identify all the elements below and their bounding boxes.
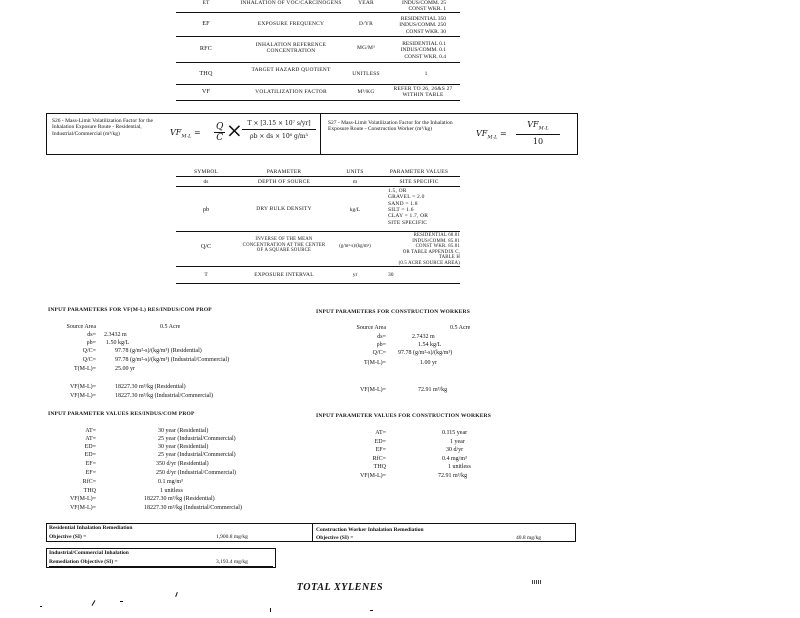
field-label: Source Area [66,324,96,330]
field-value: 1.00 yr [420,360,437,366]
field-value: 72.91 m³/kg [438,473,468,479]
field-label: VF(M-L)= [69,384,96,390]
value-line: RESIDENTIAL 350 [400,16,446,22]
formula-units-den: g/m³ [293,133,308,140]
formula-s26-caption: S26 - Mass-Limit Volatilization Factor for the Inhalation Exposure Route - Residential, Industrial/Commercial (m³/kg) [52,118,153,137]
field-value: 18227.30 m³/kg (Residential) [115,384,186,390]
result-title: Residential Inhalation Remediation [49,525,133,531]
field-value: 350 d/yr (Residential) [156,461,209,467]
parameter-cell: INHALATION OF VOC/CARCINOGENS [240,0,342,6]
field-label: ds= [87,332,96,338]
formula-lhs: VF [170,128,182,137]
symbol-cell: RFC [199,45,213,52]
symbol-cell: EF [202,20,210,27]
field-value: 0.115 year [442,430,468,436]
field-label: EF= [375,447,386,453]
column-header: PARAMETER VALUES [389,169,449,175]
result-value: 40.8 mg/kg [516,535,542,541]
formula-subscript: M-L [487,134,498,141]
formula-numerator: VF [527,120,539,129]
value-line: GRAVEL = 2.0 [388,194,425,201]
value-line: RESIDENTIAL 0.1 [402,41,446,47]
result-value: 1,900.8 mg/kg [216,534,248,540]
formula-lhs: VF [476,129,488,138]
field-value: 18227.30 m³/kg (Residential) [144,496,215,502]
result-label: Objective (SI) = [316,535,354,541]
formula-den: ρb × ds × 10⁶ [250,133,293,140]
field-value: 72.91 m³/kg [418,387,448,393]
field-value: 1.50 kg/L [106,340,130,346]
units-cell: yr [352,272,358,278]
field-label: RfC= [372,456,386,462]
formula-const: 3.15 × 10⁷ [262,120,295,127]
units-cell: (g/m²·s)/(kg/m³) [339,244,371,249]
field-label: ds= [377,334,386,340]
formula-q: Q [216,122,224,132]
units-cell: D/YR [359,21,373,27]
field-value: 1 unitless [448,464,471,470]
value-line: INDUS/COMM. 85.81 [412,238,460,244]
value-line: REFER TO 26, 26&S 27 [393,86,453,92]
field-value: 30 year (Residential) [158,444,209,450]
field-label: ED= [84,444,96,450]
field-label: ρb= [376,342,386,348]
field-value: 25 year (Industrial/Commercial) [158,436,236,442]
value-line: CLAY = 1.7, OR [388,213,429,220]
result-label: Objective (SI) = [49,534,87,540]
result-label: Remediation Objective (SI) = [49,559,118,565]
field-label: T(M-L)= [363,360,386,366]
result-title: Construction Worker Inhalation Remediation [316,527,424,533]
field-label: VF(M-L)= [359,387,386,393]
units-cell: kg/L [349,207,361,213]
result-value: 3,193.4 mg/kg [216,559,248,565]
field-label: Q/C= [82,348,96,354]
value-line: SITE SPECIFIC [399,179,439,185]
value-line: CONST WKR. 1 [408,6,446,13]
parameter-cell: TARGET HAZARD QUOTIENT [251,67,331,73]
units-cell: M³/KG [357,89,375,95]
value-line: CONST WKR. 0.4 [404,53,446,60]
parameter-cell: DEPTH OF SOURCE [257,179,311,185]
value-line: CONST WKR. 30 [405,28,446,35]
parameter-cell: EXPOSURE INTERVAL [254,272,314,278]
symbol-cell: T [204,272,208,278]
formula-s27: $VF_{M-L}$ = $VF_{M-L}$ 10 [476,120,566,150]
value-line: INDUS/COMM. 25 [401,0,446,6]
field-value: 30 year (Residential) [158,428,209,434]
section-heading: INPUT PARAMETER VALUES RES/INDUS/COM PROP [48,411,195,417]
symbol-cell: ET [202,0,210,6]
field-label: EF= [85,470,96,476]
value-line: SILT = 1.6 [388,206,414,213]
field-label: ρb= [86,340,96,346]
field-label: ED= [84,452,96,458]
units-cell: UNITLESS [352,71,380,77]
page-title: TOTAL XYLENES [296,582,384,593]
symbol-cell: ρb [202,206,210,213]
formula-t: T [247,120,252,127]
section-heading: INPUT PARAMETERS FOR VF(M-L) RES/INDUS/COM PROP [48,307,212,313]
field-value: 0.4 mg/m³ [442,456,467,462]
field-label: ED= [374,439,386,445]
units-cell: MG/M³ [357,45,375,51]
field-value: 25.00 yr [115,366,135,372]
field-label: Q/C= [372,350,386,356]
formula-denominator: 10 [532,136,544,146]
field-value: 97.78 (g/m²-s)/(kg/m³) [398,350,453,356]
formula-s26: $VF_{M-L}$ = $\frac{Q}{C}$ × T × [3.15 × 10⁷ s/yr] ρb × ds × 10⁶ g/m³ [170,118,318,152]
value-line: INDUS/COMM. 0.1 [400,47,446,54]
value-line: SITE SPECIFIC [388,219,428,226]
field-value: 1 year [450,439,465,445]
field-label: THQ [83,488,96,494]
field-label: RfC= [82,479,96,485]
field-label: VF(M-L)= [359,473,386,479]
section-heading: INPUT PARAMETER VALUES FOR CONSTRUCTION WORKERS [316,413,491,419]
parameter-cell: INHALATION REFERENCE CONCENTRATION [255,42,327,55]
field-value: 30 d/yr [446,447,464,453]
value-line: 1 [424,71,428,77]
field-value: 97.78 (g/m²-s)/(kg/m³) (Residential) [115,348,202,354]
parameter-cell: EXPOSURE FREQUENCY [257,21,325,27]
symbol-cell: THQ [199,70,213,77]
field-value: 1 unitless [160,488,183,494]
formula-subscript: M-L [181,133,192,140]
value-line: SAND = 1.8 [388,200,418,207]
field-value: 97.78 (g/m²-s)/(kg/m³) (Industrial/Commercial) [115,357,230,363]
units-cell: YEAR [358,0,374,6]
value-line: WITHIN TABLE [402,92,444,99]
field-label: VF(M-L)= [69,496,96,502]
parameter-cell: INVERSE OF THE MEAN CONCENTRATION AT THE CENTER OF A SQUARE SOURCE [242,237,326,254]
column-header: SYMBOL [193,169,219,175]
value-line: OR TABLE APPENDIX C, TABLE H [402,249,460,261]
field-value: 1.54 kg/L [418,342,442,348]
field-value: 250 d/yr (Industrial/Commercial) [156,470,236,476]
formula-subscript: M-L [538,125,549,132]
parameter-cell: DRY BULK DENSITY [256,206,312,212]
value-line: RESIDENTIAL 68.81 [413,233,460,238]
field-value: 2.3432 m [104,332,127,338]
field-label: Q/C= [82,357,96,363]
field-value: 0.5 Acre [450,325,471,331]
formula-c: C [216,133,224,143]
field-label: THQ [373,464,386,470]
value-line: (0.5 ACRE SOURCE AREA) [398,260,460,266]
result-title: Industrial/Commercial Inhalation [49,550,129,556]
field-value: 0.5 Acre [160,324,181,330]
field-label: AT= [85,436,96,442]
column-header: PARAMETER [266,169,302,175]
formula-units-num: s/yr [296,120,309,127]
field-value: 18227.30 m³/kg (Industrial/Commercial) [115,393,213,399]
field-value: 2.7432 m [412,334,435,340]
symbol-cell: Q/C [200,243,212,250]
field-label: VF(M-L)= [69,505,96,511]
field-value: 0.1 mg/m³ [158,479,183,485]
value-line: CONST WKR. 85.81 [415,244,460,250]
parameter-cell: VOLATILIZATION FACTOR [255,89,327,95]
value-line: 1.5, OR [388,188,407,194]
value-line: INDUS/COMM. 250 [399,22,446,29]
section-heading: INPUT PARAMETERS FOR CONSTRUCTION WORKERS [316,309,470,315]
symbol-cell: VF [201,88,211,95]
field-label: AT= [375,430,386,436]
formula-s27-caption: S27 - Mass-Limit Volatilization Factor for the Inhalation Exposure Route - Construction Worker (m³/kg) [328,120,453,133]
field-label: VF(M-L)= [69,393,96,399]
field-value: 18227.30 m³/kg (Industrial/Commercial) [144,505,242,511]
field-label: AT= [85,428,96,434]
field-label: T(M-L)= [73,366,96,372]
value-line: 30 [388,272,394,278]
units-cell: m [352,179,358,185]
symbol-cell: ds [203,179,209,185]
field-label: EF= [85,461,96,467]
field-value: 25 year (Industrial/Commercial) [158,452,236,458]
field-label: Source Area [356,325,386,331]
column-header: UNITS [346,169,364,175]
